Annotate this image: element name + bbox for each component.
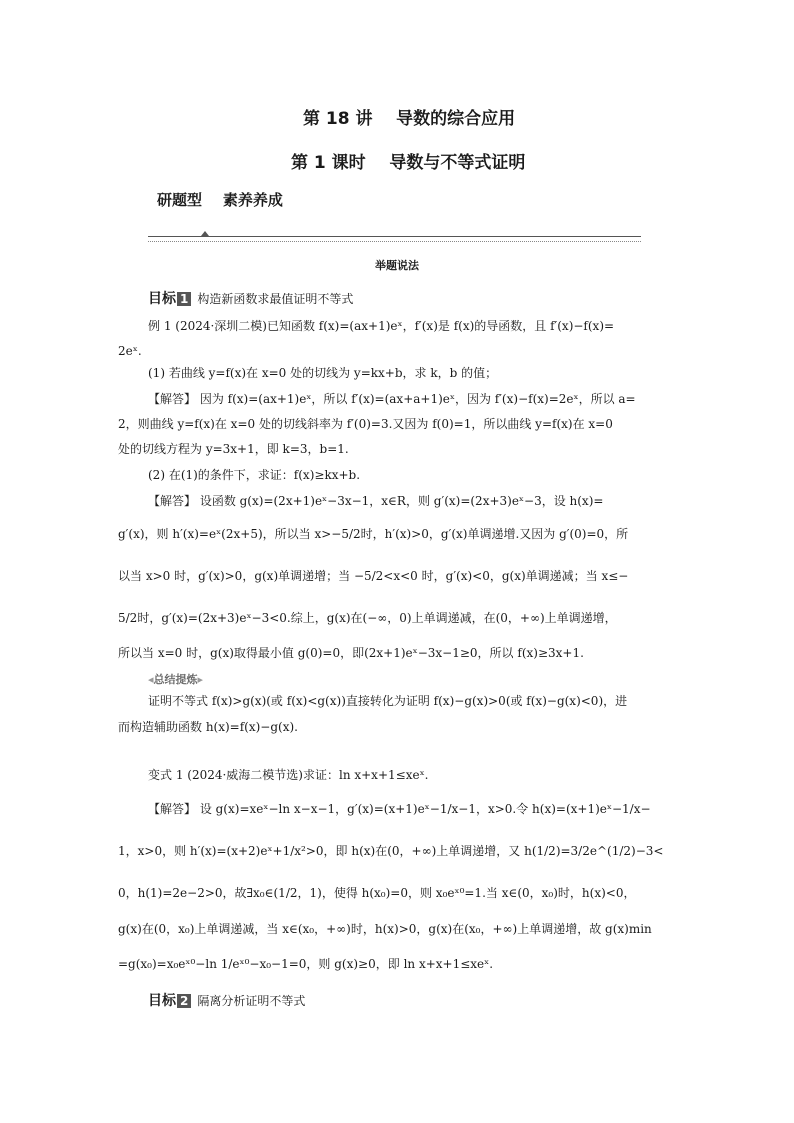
lesson-subtitle: 第 1 课时 导数与不等式证明 [291,153,526,173]
lecture-title: 第 18 讲 导数的综合应用 [303,109,516,129]
target-badge-number: 2 [177,994,191,1008]
answer-2-line-5: 所以当 x=0 时，g(x)取得最小值 g(0)=0，即(2x+1)eˣ−3x−1≥0，所以 f(x)≥3x+1. [118,646,584,660]
question-1: (1) 若曲线 y=f(x)在 x=0 处的切线为 y=kx+b，求 k，b 的值； [148,366,498,380]
summary-line-2: 而构造辅助函数 h(x)=f(x)−g(x). [118,720,298,734]
variant-1-answer-line-2: 1，x>0，则 h′(x)=(x+2)eˣ+1/x²>0，即 h(x)在(0，+∞)上单调递增，又 h(1/2)=3/2e^(1/2)−3< [118,844,664,858]
variant-1-answer-line-3: 0，h(1)=2e−2>0，故∃x₀∈(1/2，1)，使得 h(x₀)=0，则 x₀eˣ⁰=1.当 x∈(0，x₀)时，h(x)<0， [118,886,636,900]
target-label: 隔离分析证明不等式 [197,994,306,1008]
answer-1-line-1: 【解答】 因为 f(x)=(ax+1)eˣ，所以 f′(x)=(ax+a+1)eˣ，因为 f′(x)−f(x)=2eˣ，所以 a= [148,392,636,406]
section-heading: 研题型 素养养成 [157,191,283,209]
answer-2-line-3: 以当 x>0 时，g′(x)>0，g(x)单调递增；当 −5/2<x<0 时，g′(x)<0，g(x)单调递减；当 x≤− [118,569,629,583]
target-badge [148,990,191,1010]
target-label: 构造新函数求最值证明不等式 [197,292,354,306]
answer-2-line-2: g′(x)，则 h′(x)=eˣ(2x+5)，所以当 x>−5/2时，h′(x)>0，g′(x)单调递增.又因为 g′(0)=0，所 [118,527,629,541]
target-1-heading [148,288,353,308]
target-badge-text: 目标 [148,993,176,1009]
section-divider [148,236,641,242]
summary-right-marker-icon: ▸ [197,673,204,686]
answer-1-line-3: 处的切线方程为 y=3x+1，即 k=3，b=1. [118,442,349,456]
question-2: (2) 在(1)的条件下，求证：f(x)≥kx+b. [148,468,361,482]
answer-2-line-1: 【解答】 设函数 g(x)=(2x+1)eˣ−3x−1，x∈R，则 g′(x)=(2x+3)eˣ−3，设 h(x)= [148,494,604,508]
answer-2-line-4: 5/2时，g′(x)=(2x+3)eˣ−3<0.综上，g(x)在(−∞，0)上单调递减，在(0，+∞)上单调递增， [118,611,617,625]
target-badge [148,288,191,308]
summary-label [148,671,203,687]
variant-1-answer-line-5: =g(x₀)=x₀eˣ⁰−ln 1/eˣ⁰−x₀−1=0，则 g(x)≥0，即 ln x+x+1≤xeˣ. [118,957,494,971]
summary-label-text: 总结提炼 [153,673,198,686]
divider-marker-icon [201,231,209,236]
example-1-line-2: 2eˣ. [118,344,142,358]
target-badge-number: 1 [177,292,191,306]
summary-left-marker-icon: ◂ [148,673,154,686]
variant-1-answer-line-4: g(x)在(0，x₀)上单调递减，当 x∈(x₀，+∞)时，h(x)>0，g(x)在(x₀，+∞)上单调递增，故 g(x)min [118,922,652,936]
subheading: 举题说法 [375,259,419,272]
target-2-heading [148,990,305,1010]
example-1-line-1: 例 1 (2024·深圳二模)已知函数 f(x)=(ax+1)eˣ，f′(x)是 f(x)的导函数，且 f′(x)−f(x)= [148,319,615,333]
variant-1-question: 变式 1 (2024·威海二模节选)求证：ln x+x+1≤xeˣ. [148,768,429,782]
target-badge-text: 目标 [148,291,176,307]
answer-1-line-2: 2，则曲线 y=f(x)在 x=0 处的切线斜率为 f′(0)=3.又因为 f(0)=1，所以曲线 y=f(x)在 x=0 [118,417,613,431]
summary-line-1: 证明不等式 f(x)>g(x)(或 f(x)<g(x))直接转化为证明 f(x)−g(x)>0(或 f(x)−g(x)<0)，进 [148,694,628,708]
variant-1-answer-line-1: 【解答】 设 g(x)=xeˣ−ln x−x−1，g′(x)=(x+1)eˣ−1/x−1，x>0.令 h(x)=(x+1)eˣ−1/x− [148,802,651,816]
